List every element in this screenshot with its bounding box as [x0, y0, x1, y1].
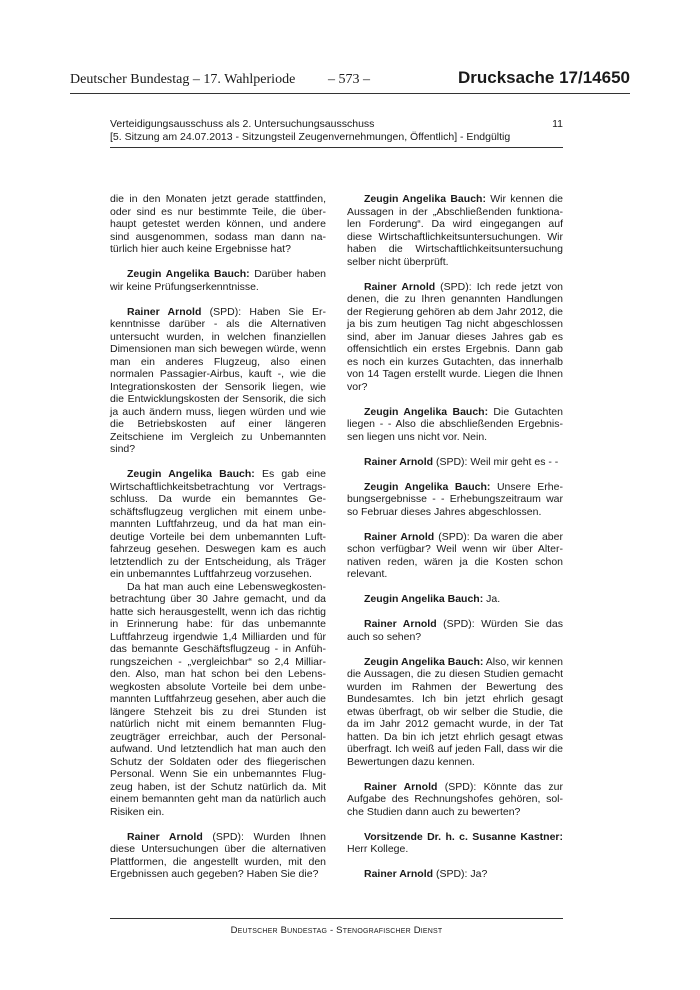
transcript-paragraph: [347, 531, 563, 581]
committee-title: Verteidigungsausschuss als 2. Untersuchungsausschuss: [110, 118, 375, 130]
protocol-page-number: 11: [552, 118, 563, 130]
speaker-name: Zeugin Angelika Bauch:: [364, 655, 484, 668]
paragraph-text: die in den Monaten jetzt gerade stattfinden, oder sind es nur bestimmte Teile, die überhaupt getestet werden können, und andere sind ausgenommen, sodass man dann natürlich hier auch keine Ergebnisse hat?: [110, 193, 326, 255]
transcript-paragraph: [347, 868, 563, 881]
header-parliament-period: Deutscher Bundestag – 17. Wahlperiode: [70, 72, 296, 87]
header-drucksache-label: Drucksache 17/: [457, 68, 583, 87]
transcript-paragraph: [347, 456, 563, 469]
speaker-name: Rainer Arnold: [364, 618, 437, 630]
right-column: [347, 193, 563, 893]
transcript-paragraph: [110, 193, 326, 256]
header-divider: [70, 93, 630, 94]
speaker-name: Zeugin Angelika Bauch:: [364, 193, 486, 205]
header-page-number: – 573 –: [328, 72, 370, 87]
paragraph-text: (SPD): Wurden Ihnen diese Untersuchungen über die alternativen Plattformen, die angestellt wurden, mit den Ergebnissen auch gegeben? Haben Sie die?: [110, 830, 326, 880]
speaker-name: Vorsitzende Dr. h. c. Susanne Kastner:: [364, 830, 563, 843]
transcript-paragraph: [347, 618, 563, 643]
speaker-name: Zeugin Angelika Bauch:: [127, 268, 250, 280]
subheader-divider: [110, 147, 563, 148]
paragraph-text: Da hat man auch eine Lebenswegkostenbetrachtung über 30 Jahre gemacht, und da hatte sich herausgestellt, wenn ich das richtig in Erinnerung habe: für das unbemannte Luftfahrzeug irgendwie 1,4 Milliarden und für das bemannte Geschäftsflugzeug - in Anführungszeichen - „vergleichbar“ so 2,4 Milliarden. Also, man hat schon bei den Lebenswegkosten absolute Vorteile bei dem unbemannten Luftfahrzeug gesehen, aber auch die längere Stehzeit bis zu drei Stunden ist natürlich nicht mit einem bemannten Flugzeugträger erreichbar, auch der Personalaufwand. Und letztendlich hat man auch den Schutz der Soldaten oder des fliegerischen Personal. Wenn Sie ein unbemanntes Flugzeug haben, ist der Schutz natürlich da. Mit einem bemannten geht man da natürlich auch Risiken ein.: [110, 580, 326, 818]
footer-text: Deutscher Bundestag - Stenografischer Dienst: [230, 925, 443, 936]
transcript-paragraph: [110, 306, 326, 456]
paragraph-text: (SPD): Weil mir geht es - -: [433, 455, 559, 468]
session-info: [5. Sitzung am 24.07.2013 - Sitzungsteil Zeugenvernehmungen, Öffentlich] - Endgültig: [110, 131, 511, 143]
paragraph-text: Also, wir kennen die Aussagen, die zu diesen Studien gemacht wurden im Rahmen der Bewertung des Bundesamtes. Ich bin jetzt ehrlich gesagt etwas überfragt, ob wir selber die Studie, die da im Jahr 2012 gemacht wurde, in der Tat hatten. Da bin ich jetzt ehrlich gesagt etwas überfragt. Ich weiß auf jeden Fall, dass wir die Bewertungen dazu kennen.: [347, 655, 563, 768]
transcript-paragraph: [347, 406, 563, 444]
paragraph-text: Die Gutachten liegen - - Also die abschließenden Ergebnissen liegen uns nicht vor. Nein.: [347, 405, 563, 443]
transcript-paragraph: [110, 831, 326, 881]
speaker-name: Zeugin Angelika Bauch:: [364, 593, 484, 605]
paragraph-text: (SPD): Ich rede jetzt von denen, die zu Ihren genannten Handlungen der Regierung gehören ab dem Jahr 2012, die ja bis zum heutigen Tag nicht abgeschlossen sind, aber im Januar dieses Jahres gab es offensichtlich ein erstes Ergebnis. Dann gab es noch ein kurzes Gutachten, das innerhalb von 14 Tagen erstellt wurde. Liegen die Ihnen vor?: [347, 280, 563, 393]
paragraph-text: Es gab eine Wirtschaftlichkeitsbetrachtung vor Vertragsschluss. Da wurde ein bemanntes Geschäftsflugzeug verglichen mit einem unbemannten Luftfahrzeug, und da hat man eindeutige Vorteile bei dem unbemannten Luftfahrzeug gesehen. Deswegen kam es auch letztendlich zu der Entscheidung, als Träger ein unbemanntes Luftfahrzeug vorzusehen.: [110, 468, 326, 580]
speaker-name: Rainer Arnold: [364, 530, 435, 543]
paragraph-text: (SPD): Haben Sie Erkenntnisse darüber - als die Alternativen untersucht wurden, in welchen finanziellen Dimensionen man sich bewegen würde, wenn man ein anderes Flugzeug, also einen normalen Passagier-Airbus, kauft -, wie die Integrationskosten der Sensorik liegen, wie die Entwicklungskosten der Sensorik, die sich ja auch ändern muss, liegen würden und wie die Betriebskosten auf einer längeren Zeitschiene im Vergleich zu Unbemannten sind?: [110, 305, 326, 455]
header-document-number: [458, 68, 630, 88]
protocol-subheader: [110, 118, 563, 144]
paragraph-text: Unsere Erhebungsergebnisse - - Erhebungszeitraum war so Februar dieses Jahres abgeschlossen.: [347, 480, 563, 518]
transcript-paragraph: [347, 281, 563, 394]
transcript-paragraph: [110, 468, 326, 581]
speaker-name: Rainer Arnold: [364, 280, 436, 293]
speaker-name: Zeugin Angelika Bauch:: [364, 405, 489, 418]
header-drucksache-number: 14650: [582, 68, 630, 87]
speaker-name: Zeugin Angelika Bauch:: [127, 468, 255, 480]
transcript-paragraph: [347, 481, 563, 519]
paragraph-text: Herr Kollege.: [347, 843, 409, 855]
paragraph-text: (SPD): Ja?: [433, 868, 488, 880]
footer-divider: [110, 918, 563, 919]
paragraph-text: Wir kennen die Aussagen in der „Abschließenden funktionalen Forderung“. Da wird eingegangen auf diese Wirtschaftlichkeitsuntersuchungen. Wir haben die Wirtschaftlichkeitsuntersuchung selber nicht überprüft.: [347, 193, 564, 268]
transcript-paragraph: [110, 268, 326, 293]
speaker-name: Zeugin Angelika Bauch:: [364, 480, 491, 493]
speaker-name: Rainer Arnold: [127, 830, 203, 843]
page-footer: [110, 925, 563, 936]
speaker-name: Rainer Arnold: [364, 868, 434, 880]
transcript-paragraph: [347, 831, 563, 856]
transcript-paragraph: [347, 656, 563, 769]
transcript-paragraph: [110, 581, 326, 819]
speaker-name: Rainer Arnold: [127, 305, 202, 318]
page-header: [70, 70, 630, 88]
left-column: [110, 193, 326, 893]
speaker-name: Rainer Arnold: [364, 780, 438, 793]
paragraph-text: (SPD): Könnte das zur Aufgabe des Rechnungshofes gehören, solche Studien dann auch zu bewerten?: [347, 780, 563, 818]
transcript-paragraph: [347, 781, 563, 819]
paragraph-text: Darüber haben wir keine Prüfungserkenntnisse.: [110, 268, 326, 293]
transcript-paragraph: [347, 593, 563, 606]
transcript-paragraph: [347, 193, 563, 268]
paragraph-text: Ja.: [483, 593, 501, 605]
paragraph-text: (SPD): Da waren die aber schon verfügbar? Weil wenn wir über Alternativen reden, wären ja die Kosten schon relevant.: [347, 530, 563, 580]
speaker-name: Rainer Arnold: [364, 455, 434, 468]
paragraph-text: (SPD): Würden Sie das auch so sehen?: [347, 618, 563, 643]
